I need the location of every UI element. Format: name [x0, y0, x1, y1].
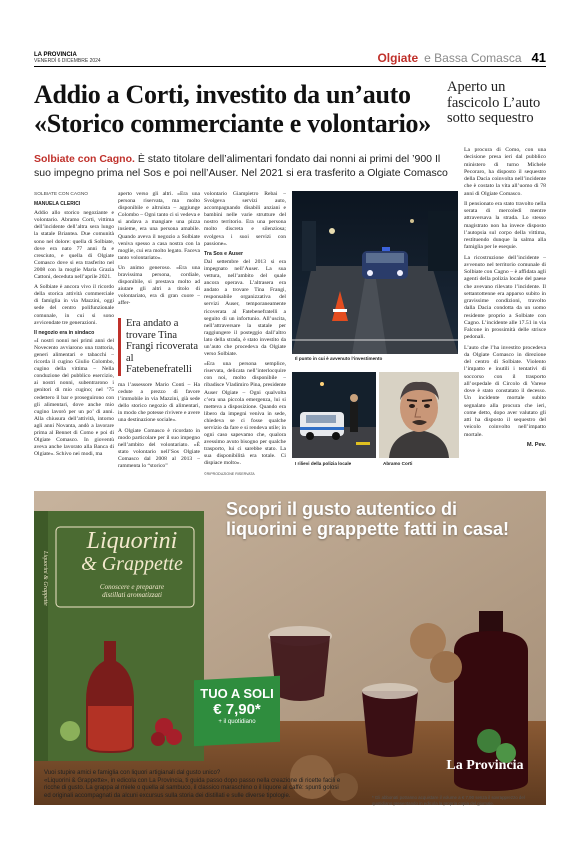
sidebar-headline: Aperto un fascicolo L’auto sotto sequestro	[447, 79, 541, 126]
book-title-2: & Grappette	[81, 553, 183, 575]
paragraph: aperto verso gli altri. «Era una persona riservata, ma molto disponibile e altruista – aggiunge Colombo – Ogni tanto ci si vedeva e si andava a mangiare una pizza insieme, era una persona amabile. Quando aveva il negozio a Solbiate veniva spesso a casa nostra con la moglie, cui era molto legato. Faceva tanto volontariato».	[118, 191, 200, 261]
police-photo	[292, 372, 376, 458]
ad-disclaimer: * Gli abbonati potranno acquistare il volume a € 7,90 senza il sovrapprezzo del quotidiano presentando in edicola la propria copia del giornale.	[372, 795, 525, 806]
paragraph: Addio allo storico negoziante e volontario. Abramo Corti, vittima dell’incidente dell’altra sera lungo la statale Briantea. Due comunità sono nel dolore: quella di Solbiate, dove era nato 77 anni fa e cresciuto, e quella di Olgiate Comasco dove si era trasferito nel 2008 con la moglie Maria Grazia Cattoni, deceduta nell’aprile 2021.	[34, 210, 114, 281]
paper-name: LA PROVINCIA	[34, 52, 77, 58]
paragraph: La procura di Como, con una decisione presa ieri dal pubblico ministero di turno Michele Pecoraro, ha disposto il sequestro della Dacia coinvolta nell’incidente che è costato la vita all’uomo di 78 anni di Olgiate Comasco.	[464, 147, 546, 197]
pull-quote: Era andato a trovare Tina Frangi ricoverata al Fatebenefratelli	[118, 318, 200, 376]
section-subname: e Bassa Comasca	[424, 51, 522, 65]
la-provincia-logo: La Provincia	[446, 758, 524, 773]
paragraph: Un animo generoso. «Era una bravissima persona, cordiale, disponibile, si prestava molto ad aiutare gli altri a titolo di volontariato, era di gran cuore – affer-	[118, 264, 200, 307]
section-header	[377, 50, 546, 65]
copyright-credit: ©RIPRODUZIONE RISERVATA	[204, 471, 255, 475]
price-note: + il quotidiano	[218, 719, 256, 725]
masthead	[34, 52, 101, 64]
subhead-text: È stato titolare dell’alimentari fondato dai nonni ai primi del ’900 Il suo impegno prima nel Sos e poi nell’Auser. Nel 2021 si era trasferito a Olgiate Comasco	[34, 153, 448, 179]
article-subhead	[34, 153, 454, 180]
byline-place: SOLBIATE CON CAGNO	[34, 192, 89, 197]
photo-caption-scene: Il punto in cui è avvenuto l’investimento	[295, 356, 383, 361]
paragraph: «Era una persona semplice, riservata, delicata nell’interlocquire con noi, molto disponibile – ribadisce Vladimiro Pina, presidente Auser Olgiate – Ogni qualvolta c’era una piccola emergenza, lui si metteva a disposizione. Quando era libero da impegni veniva in sede, chiedeva se ci fosse qualche servizio da fare e si rendeva utile; in ogni caso sapevamo che, qualora avessimo avuto bisogno per qualche trasporto, lui ci sarebbe stato. La sua disponibilità era totale. Ci dispiace molto».	[204, 361, 286, 467]
article-headline: Addio a Corti, investito da un’auto «Storico commerciante e volontario»	[34, 80, 431, 138]
subtitle: Tra Sos e Auser	[204, 250, 244, 257]
ad-copy-body: «Liquorini & Grappette», in edicola con La Provincia, ti guida passo dopo passo nella creazione di ricette facili e ricche di gusto. La grappa al miele o quella al sambuco, il classico maraschino o il liquore al caffè: spunti golosi ed originali accompagnati da alcuni excursus sulla storia dei distillati e sulle diverse tipologie.	[44, 777, 341, 799]
book-cover-title	[72, 529, 192, 599]
paragraph: «I nostri nonni nei primi anni del Novecento avviarono una trattoria, generi alimentari e tabacchi – ricorda il cugino Giulio Colombo, cugino della vittima – Nella conduzione del pubblico esercizio, ai nostri nonni, subentrarono i genitori di mio cugino; nel ’75 cedettero il bar e proseguirono con gli alimentari, dove anche mio cugino lavorò per un po’ di anni. Alla chiusura dell’attività, intorno agli anni Novanta, andò a lavorare prima al Bennet di Como e poi di Olgiate Comasco. In gioventù aveva anche lavorato alla Banca di Olgiate». Schivo nei modi, ma	[34, 337, 114, 458]
page-number: 41	[531, 50, 546, 65]
photo-caption-police: I rilievi della polizia locale	[295, 461, 352, 466]
ad-copy-lead: Vuoi stupire amici e famiglia con liquori artigianali dal gusto unico?	[44, 770, 221, 776]
price-label: TUO A SOLI	[200, 686, 274, 701]
issue-date: VENERDÌ 6 DICEMBRE 2024	[34, 58, 101, 64]
book-spine-title: Liquorini & Grappette	[42, 551, 48, 606]
article-column-2	[118, 191, 200, 311]
ad-title: Scopri il gusto autentico di liquorini e grappette fatti in casa!	[226, 499, 510, 539]
paragraph: L’auto che l’ha investito procedeva da Olgiate Comasco in direzione del centro di Solbiate. Violento l’impatto e inutili i tentativi di soccorso con il trasporto all’ospedale di Circolo di Varese dove è stato constatato il decesso. Un incidente mortale subito segnalato alla procura che ieri, come detto, dopo aver valutato gli atti ha disposto il sequestro del veicolo coinvolto nell’impatto mortale.	[464, 344, 546, 438]
paragraph: A Olgiate Comasco è ricordato in modo particolare per il suo impegno nell’ambito del volontariato. «È stato volontario nell’Sos Olgiate Comasco dal 2008 al 2013 – rammenta lo “storico”	[118, 427, 200, 470]
paragraph: Il pensionato era stato travolto nella serata di mercoledì mentre attraversava la strada. Lo stesso magistrato non ha invece disposto l’autopsia sul corpo della vittima, restituendo dunque la salma alla famiglia per le esequie.	[464, 200, 546, 251]
sidebar-signature: M. Pev.	[526, 441, 546, 448]
paragraph: A Solbiate è ancora vivo il ricordo della storica attività commerciale di famiglia in via Mazzini, oggi sede del centro polifunzionale comunale, in cui si sono avvicendate tre generazioni.	[34, 284, 114, 326]
accident-scene-photo	[292, 191, 458, 354]
sidebar-article	[464, 147, 546, 477]
paragraph: ma l’assessore Mario Conti – Ha cedute a prezzo di favore l’immobile in via Mazzini, già sede dello storico negozio di alimentari, in modo che potesse rivivere e avere una destinazione sociale».	[118, 382, 200, 424]
book-title-1: Liquorini	[86, 528, 178, 554]
price-value: € 7,90*	[213, 701, 261, 718]
header-rule	[34, 66, 546, 67]
subhead-place: Solbiate con Cagno.	[34, 153, 135, 165]
subtitle: Il negozio era in sindaco	[34, 329, 95, 336]
byline-author: MANUELA CLERICI	[34, 201, 81, 208]
article-column-2b	[118, 382, 200, 474]
ad-copy	[44, 770, 344, 800]
book-subtitle-2: distillati aromatizzati	[102, 591, 162, 599]
paragraph: volontario Giampietro Rebai – Svolgeva servizi auto, accompagnando disabili anziani e bambini nelle varie strutture del nostro territorio. Era una persona molto discreta e silenziosa; svolgeva i suoi servizi con passione».	[204, 191, 286, 247]
portrait-photo	[379, 372, 459, 458]
paragraph: La ricostruzione dell’incidente – avvenuto nel territorio comunale di Solbiate con Cagno – è affidata agli agenti della polizia locale del paese che avevano rilevato l’incidente. Il settantottenne era apparso subito in gravissime condizioni, travolto dalla Dacia condotta da un uomo residente proprio a Solbiate con Cagno. L’incidente alle 17.51 in via Falcone in prossimità delle strisce pedonali.	[464, 254, 546, 341]
book-subtitle-1: Conoscere e preparare	[99, 583, 165, 591]
photo-caption-portrait: Abramo Corti	[383, 461, 413, 466]
section-name: Olgiate	[377, 51, 419, 65]
article-column-3	[204, 191, 286, 475]
paragraph: Dal settembre del 2013 si era impegnato nell’Auser. La sua vettura, nell’ambito del quale ancora operava. L’altrasera era andato a trovare Tina Frangi, responsabile organizzativa del servizi Auser, temporaneamente ricoverata al Fatebenefratelli a seguito di un infortunio. All’uscita, nell’attraversare la statale per raggiungere il posteggio dall’altro lato della strada, è stato investito da un’auto che procedeva da Olgiate verso Solbiate.	[204, 258, 286, 358]
article-column-1	[34, 191, 114, 473]
price-block	[194, 687, 280, 726]
